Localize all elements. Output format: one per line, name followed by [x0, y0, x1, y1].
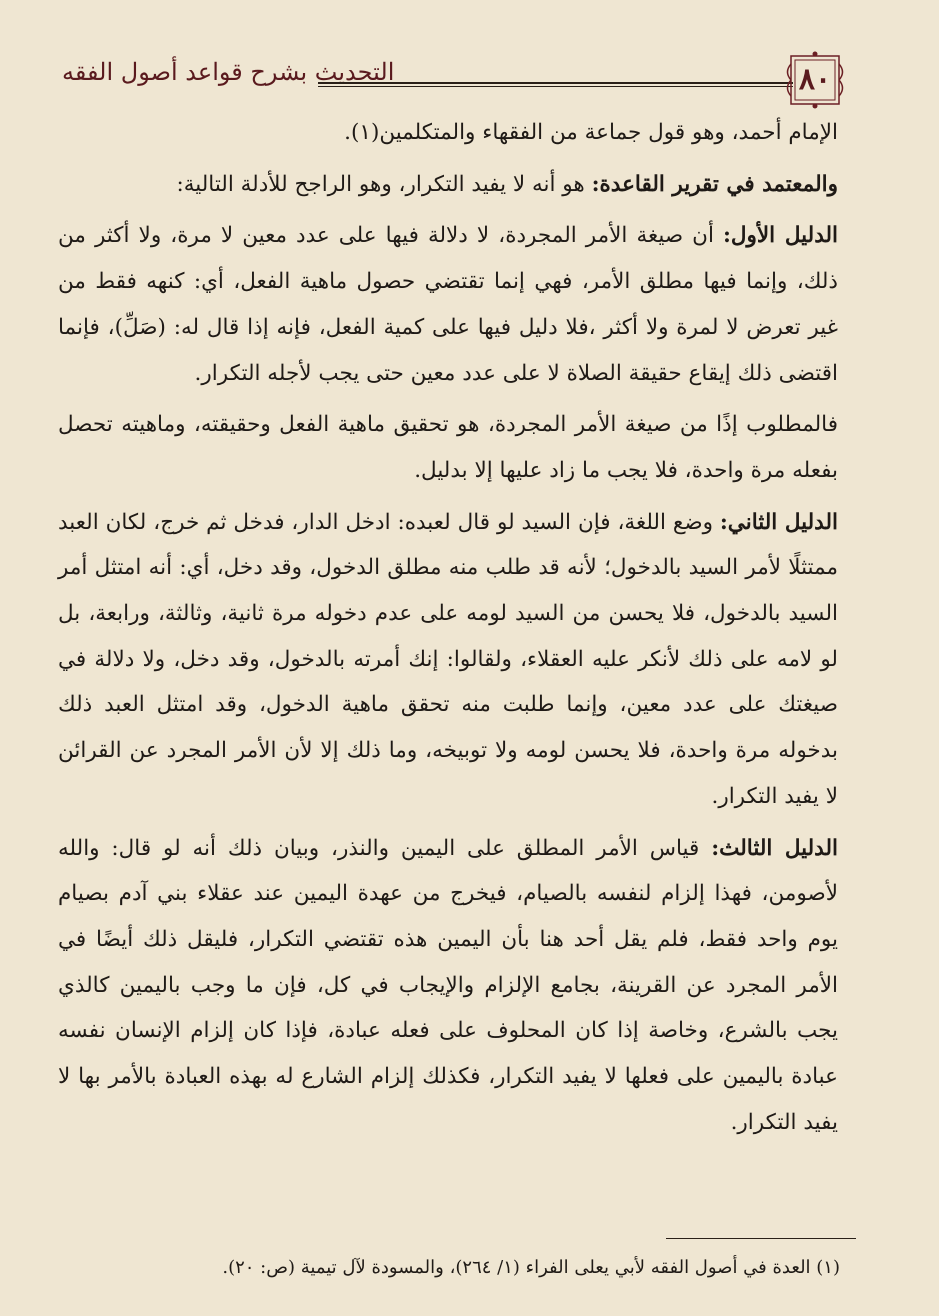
- paragraph: [58, 162, 838, 208]
- header-rule: [318, 82, 793, 84]
- footnote: (١) العدة في أصول الفقه لأبي يعلى الفراء (١/ ٢٦٤)، والمسودة لآل تيمية (ص: ٢٠).: [222, 1257, 840, 1278]
- paragraph-lead: والمعتمد في تقرير القاعدة:: [591, 171, 838, 197]
- page-header: [56, 58, 846, 116]
- header-rule-thin: [318, 86, 793, 87]
- paragraph: [58, 500, 838, 820]
- book-title: التحديث بشرح قواعد أصول الفقه: [62, 58, 395, 86]
- paragraph: [58, 826, 838, 1146]
- paragraph-text: فالمطلوب إذًا من صيغة الأمر المجردة، هو تحقيق ماهية الفعل وحقيقته، وماهيته تحصل بفعله مرة واحدة، فلا يجب ما زاد عليها إلا بدليل.: [58, 412, 838, 483]
- paragraph: [58, 402, 838, 493]
- paragraph-text: وضع اللغة، فإن السيد لو قال لعبده: ادخل الدار، فدخل ثم خرج، لكان العبد ممتثلًا لأمر السيد بالدخول؛ لأنه قد طلب منه مطلق الدخول، وقد دخل، أي: أنه امتثل أمر السيد بالدخول، فلا يحسن من السيد لومه على عدم دخوله مرة ثانية، وثالثة، ورابعة، بل لو لامه على ذلك لأنكر عليه العقلاء، ولقالوا: إنك أمرته بالدخول، وقد دخل، ولا دلالة في صيغتك على عدد معين، وإنما طلبت منه تحقق ماهية الدخول، وقد امتثل العبد ذلك بدخوله مرة واحدة، فلا يحسن لومه ولا توبيخه، وما ذلك إلا لأن الأمر المجرد عن القرائن لا يفيد التكرار.: [58, 509, 838, 809]
- paragraph-lead: الدليل الثاني:: [719, 509, 838, 535]
- footnote-divider: [666, 1238, 856, 1239]
- paragraph: [58, 213, 838, 396]
- paragraph-text: هو أنه لا يفيد التكرار، وهو الراجح للأدلة التالية:: [176, 171, 592, 197]
- paragraph-text: قياس الأمر المطلق على اليمين والنذر، وبيان ذلك أنه لو قال: والله لأصومن، فهذا إلزام لنفسه بالصيام، فيخرج من عهدة اليمين عند عقلاء بني آدم بصيام يوم واحد فقط، فلم يقل أحد هنا بأن اليمين هذه تقتضي التكرار، فليقل ذلك أيضًا في الأمر المجرد عن القرينة، بجامع الإلزام والإيجاب في كل، فإن ما وجب باليمين كالذي يجب بالشرع، وخاصة إذا كان المحلوف على فعله عبادة، فإذا كان إلزام الإنسان نفسه عبادة باليمين على فعلها لا يفيد التكرار، فكذلك إلزام الشارع له بهذه العبادة بالأمر بها لا يفيد التكرار.: [58, 835, 838, 1135]
- page-number: ٨٠: [798, 62, 832, 97]
- paragraph-text: الإمام أحمد، وهو قول جماعة من الفقهاء والمتكلمين(١).: [344, 120, 838, 145]
- paragraph-text: أن صيغة الأمر المجردة، لا دلالة فيها على عدد معين لا مرة، ولا أكثر من ذلك، وإنما فيها مطلق الأمر، فهي إنما تقتضي حصول ماهية الفعل، أي: كنهه فقط من غير تعرض لا لمرة ولا أكثر ،فلا دليل فيها على كمية الفعل، فإنه إذا قال له: (صَلِّ)، فإنما اقتضى ذلك إيقاع حقيقة الصلاة لا على عدد معين حتى يجب لأجله التكرار.: [58, 223, 838, 386]
- paragraph: [58, 110, 838, 156]
- page-number-ornament: [782, 50, 848, 110]
- paragraph-lead: الدليل الأول:: [722, 223, 838, 249]
- paragraph-lead: الدليل الثالث:: [711, 835, 838, 861]
- main-text: [58, 110, 838, 1145]
